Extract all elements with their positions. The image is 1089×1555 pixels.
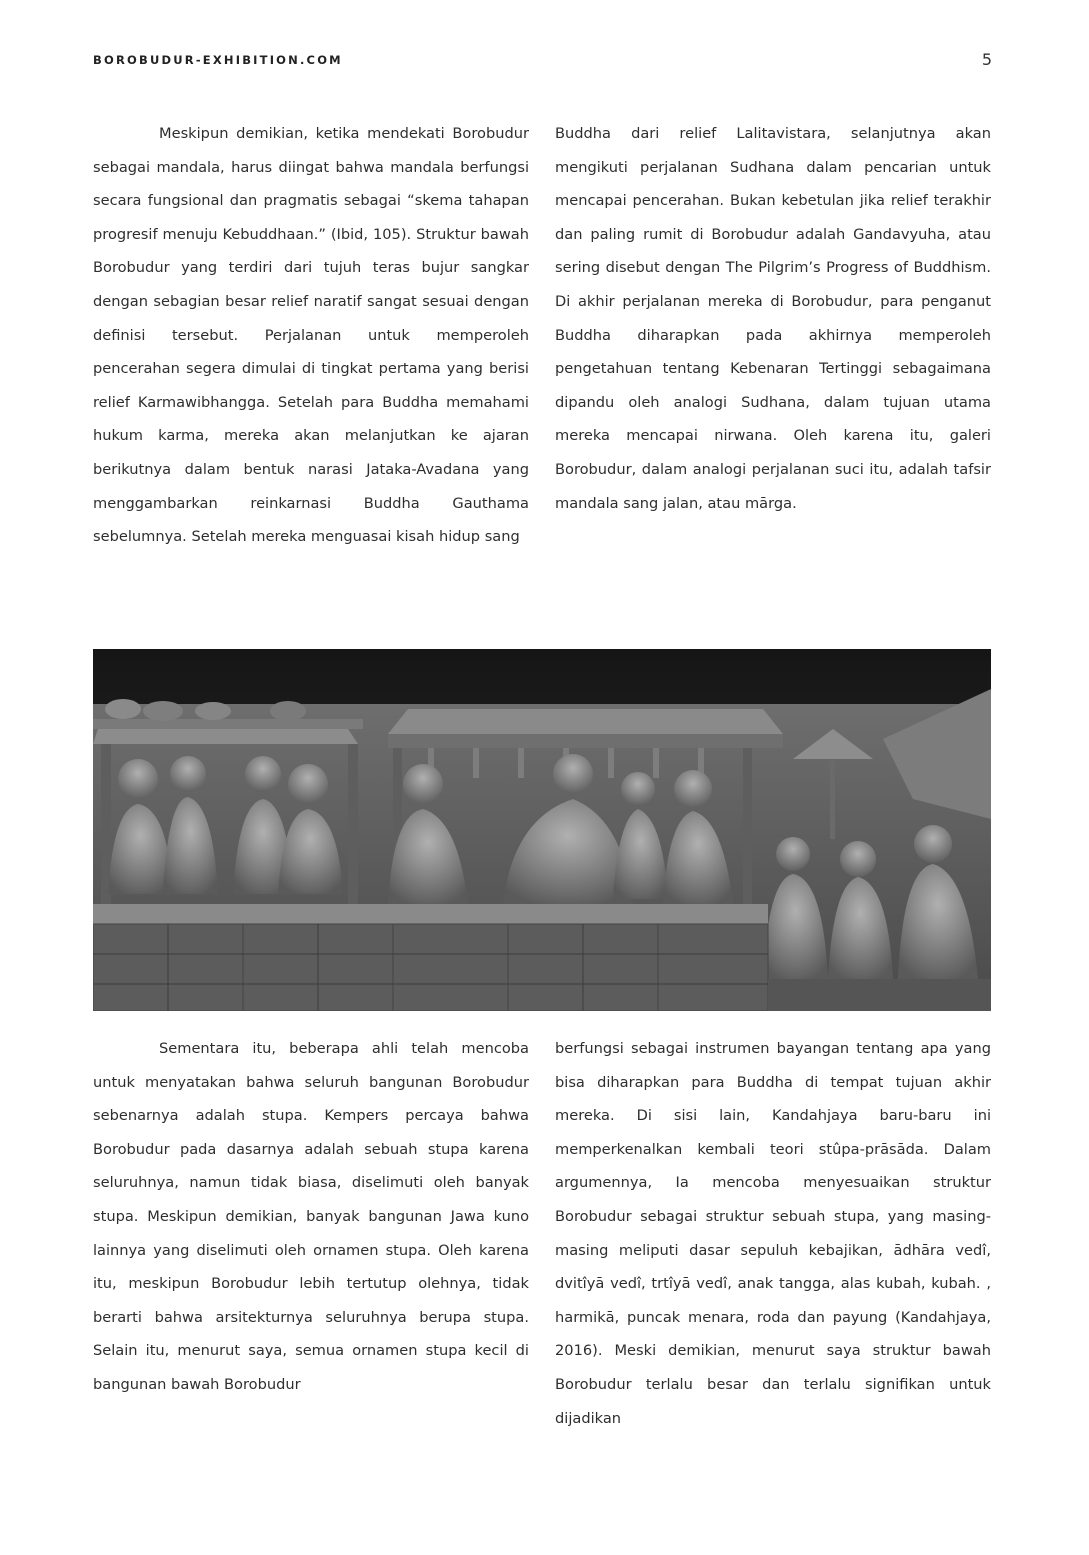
text-column-1	[93, 117, 529, 554]
paragraph: Meskipun demikian, ketika mendekati Borobudur sebagai mandala, harus diingat bahwa mandala berfungsi secara fungsional dan pragmatis sebagai “skema tahapan progresif menuju Kebuddhaan.” (Ibid, 105). Struktur bawah Borobudur yang terdiri dari tujuh teras bujur sangkar dengan sebagian besar relief naratif sangat sesuai dengan definisi tersebut. Perjalanan untuk memperoleh pencerahan segera dimulai di tingkat pertama yang berisi relief Karmawibhangga. Setelah para Buddha memahami hukum karma, mereka akan melanjutkan ke ajaran berikutnya dalam bentuk narasi Jataka-Avadana yang menggambarkan reinkarnasi Buddha Gauthama sebelumnya. Setelah mereka menguasai kisah hidup sang	[93, 125, 529, 546]
text-column-3	[93, 1032, 529, 1402]
paragraph: Buddha dari relief Lalitavistara, selanjutnya akan mengikuti perjalanan Sudhana dalam pencarian untuk mencapai pencerahan. Bukan kebetulan jika relief terakhir dan paling rumit di Borobudur adalah Gandavyuha, atau sering disebut dengan The Pilgrim’s Progress of Buddhism. Di akhir perjalanan mereka di Borobudur, para penganut Buddha diharapkan pada akhirnya memperoleh pengetahuan tentang Kebenaran Tertinggi sebagaimana dipandu oleh analogi Sudhana, dalam tujuan utama mereka mencapai nirwana. Oleh karena itu, galeri Borobudur, dalam analogi perjalanan suci itu, adalah tafsir mandala sang jalan, atau mārga.	[555, 125, 991, 512]
paragraph: berfungsi sebagai instrumen bayangan tentang apa yang bisa diharapkan para Buddha di tempat tujuan akhir mereka. Di sisi lain, Kandahjaya baru-baru ini memperkenalkan kembali teori stûpa-prāsāda. Dalam argumennya, Ia mencoba menyesuaikan struktur Borobudur sebagai struktur sebuah stupa, yang masing-masing meliputi dasar sepuluh kebajikan, ādhāra vedî, dvitîyā vedî, trtîyā vedî, anak tangga, alas kubah, kubah. , harmikā, puncak menara, roda dan payung (Kandahjaya, 2016). Meski demikian, menurut saya struktur bawah Borobudur terlalu besar dan terlalu signifikan untuk dijadikan	[555, 1040, 991, 1427]
text-column-4	[555, 1032, 991, 1435]
relief-photo	[93, 649, 991, 1011]
paragraph: Sementara itu, beberapa ahli telah mencoba untuk menyatakan bahwa seluruh bangunan Borobudur sebenarnya adalah stupa. Kempers percaya bahwa Borobudur pada dasarnya adalah sebuah stupa karena seluruhnya, namun tidak biasa, diselimuti oleh banyak stupa. Meskipun demikian, banyak bangunan Jawa kuno lainnya yang diselimuti oleh ornamen stupa. Oleh karena itu, meskipun Borobudur lebih tertutup olehnya, tidak berarti bahwa arsitekturnya seluruhnya berupa stupa. Selain itu, menurut saya, semua ornamen stupa kecil di bangunan bawah Borobudur	[93, 1040, 529, 1393]
site-header: BOROBUDUR-EXHIBITION.COM	[93, 53, 343, 67]
text-column-2	[555, 117, 991, 520]
page-number: 5	[981, 50, 992, 69]
